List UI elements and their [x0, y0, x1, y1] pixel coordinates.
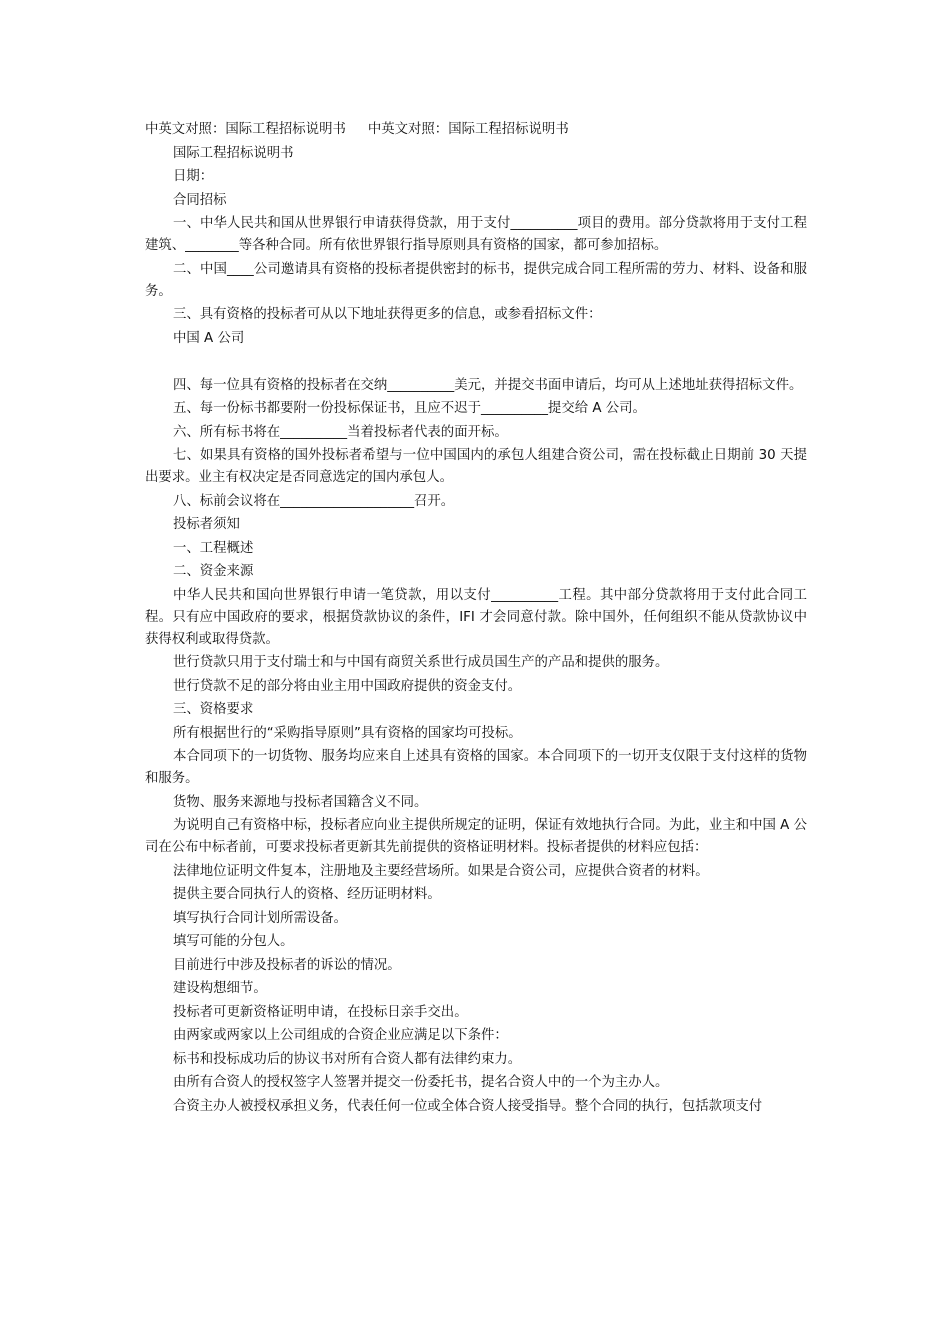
list-item: 建设构想细节。 — [173, 981, 267, 996]
paragraph: 货物、服务来源地与投标者国籍含义不同。 — [173, 794, 428, 810]
paragraph: 三、具有资格的投标者可从以下地址获得更多的信息，或参看招标文件： — [173, 307, 602, 322]
paragraph: 一、中华人民共和国从世界银行申请获得贷款，用于支付__________项目的费用。部分贷款将用于支付工程建筑、________等各种合同。所有依世界银行指导原则具有资格的国家，都可参加招标。 — [145, 216, 807, 253]
date-label: 日期： — [173, 169, 214, 184]
document-header — [145, 119, 807, 141]
paragraph: 五、每一份标书都要附一份投标保证书，且应不迟于__________提交给 A 公司。 — [173, 401, 646, 416]
header-title-right: 中英文对照：国际工程招标说明书 — [367, 122, 569, 137]
section-heading-contract-tender: 合同招标 — [173, 192, 227, 208]
list-item: 标书和投标成功后的协议书对所有合资人都有法律约束力。 — [173, 1051, 522, 1067]
paragraph: 世行贷款只用于支付瑞士和与中国有商贸关系世行成员国生产的产品和提供的服务。 — [173, 655, 669, 670]
paragraph: 为说明自己有资格中标，投标者应向业主提供所规定的证明，保证有效地执行合同。为此，业主和中国 A 公司在公布中标者前，可要求投标者更新其先前提供的资格证明材料。投标者提供的材料应包括： — [145, 818, 807, 855]
paragraph: 二、中国____公司邀请具有资格的投标者提供密封的标书，提供完成合同工程所需的劳力、材料、设备和服务。 — [145, 261, 807, 299]
document-page — [145, 119, 807, 1119]
list-item: 法律地位证明文件复本，注册地及主要经营场所。如果是合资公司，应提供合资者的材料。 — [173, 863, 709, 879]
blank-line — [145, 351, 807, 375]
paragraph: 七、如果具有资格的国外投标者希望与一位中国国内的承包人组建合资公司，需在投标截止日期前 30 天提出要求。业主有权决定是否同意选定的国内承包人。 — [145, 448, 807, 485]
list-item: 填写可能的分包人。 — [173, 934, 294, 949]
list-item: 目前进行中涉及投标者的诉讼的情况。 — [173, 957, 401, 973]
paragraph: 本合同项下的一切货物、服务均应来自上述具有资格的国家。本合同项下的一切开支仅限于支付这样的货物和服务。 — [145, 749, 807, 786]
header-title-left: 中英文对照：国际工程招标说明书 — [145, 122, 346, 137]
subsection-heading: 一、工程概述 — [173, 540, 254, 556]
list-item: 由所有合资人的授权签字人签署并提交一份委托书，提名合资人中的一个为主办人。 — [173, 1075, 669, 1090]
paragraph: 由两家或两家以上公司组成的合资企业应满足以下条件： — [173, 1028, 508, 1043]
paragraph: 八、标前会议将在____________________召开。 — [173, 493, 455, 509]
list-item: 合资主办人被授权承担义务，代表任何一位或全体合资人接受指导。整个合同的执行，包括款项支付 — [173, 1098, 763, 1114]
subsection-heading: 二、资金来源 — [173, 564, 254, 579]
section-heading-bidder-instructions: 投标者须知 — [173, 517, 240, 532]
paragraph: 所有根据世行的“采购指导原则”具有资格的国家均可投标。 — [173, 725, 522, 741]
paragraph: 中华人民共和国向世界银行申请一笔贷款，用以支付__________工程。其中部分贷款将用于支付此合同工程。只有应中国政府的要求，根据贷款协议的条件，IFI 才会同意付款。除中国外，任何组织不能从贷款协议中获得权利或取得贷款。 — [145, 587, 807, 647]
paragraph: 世行贷款不足的部分将由业主用中国政府提供的资金支付。 — [173, 678, 522, 694]
paragraph: 四、每一位具有资格的投标者在交纳__________美元，并提交书面申请后，均可从上述地址获得招标文件。 — [173, 377, 803, 393]
document-title: 国际工程招标说明书 — [173, 145, 294, 161]
paragraph: 投标者可更新资格证明申请，在投标日亲手交出。 — [173, 1004, 468, 1020]
list-item: 填写执行合同计划所需设备。 — [173, 910, 348, 926]
subsection-heading: 三、资格要求 — [173, 702, 254, 717]
company-address: 中国 A 公司 — [173, 330, 245, 346]
paragraph: 六、所有标书将在__________当着投标者代表的面开标。 — [173, 424, 508, 440]
list-item: 提供主要合同执行人的资格、经历证明材料。 — [173, 887, 441, 902]
